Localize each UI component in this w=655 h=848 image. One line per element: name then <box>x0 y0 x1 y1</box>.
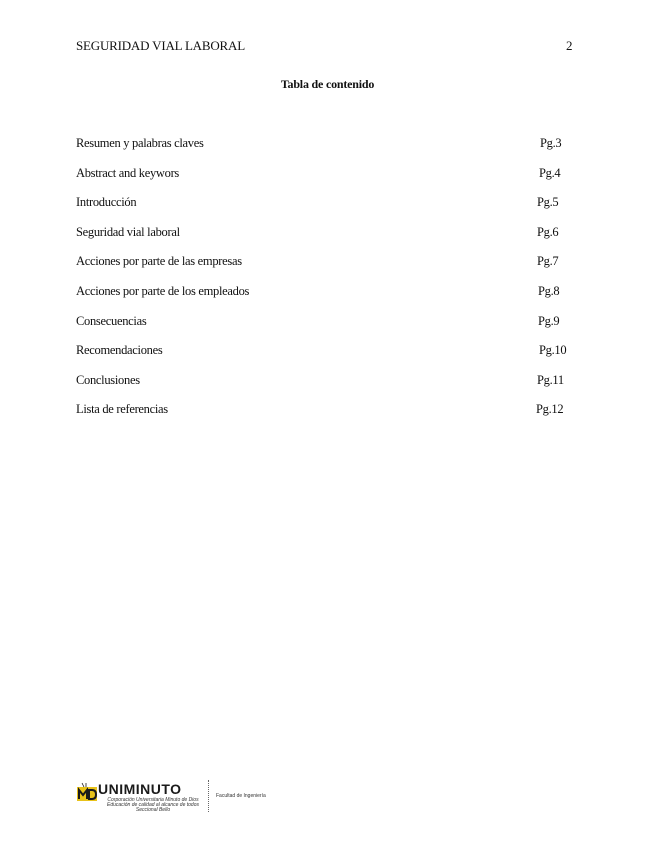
uniminuto-logo-mark-icon <box>76 782 98 804</box>
toc-entry-page: Pg.3 <box>540 136 562 150</box>
toc-entry <box>76 225 596 255</box>
toc-entry-label: Seguridad vial laboral <box>76 224 180 239</box>
toc-entry-page: Pg.7 <box>537 254 559 269</box>
toc-entry-page: Pg.9 <box>538 313 560 328</box>
toc-entry-label: Acciones por parte de las empresas <box>76 254 242 269</box>
toc-entry <box>76 402 596 432</box>
toc-entry-page: Pg.10 <box>539 343 567 358</box>
toc-entry-page: Pg.11 <box>537 372 564 387</box>
toc-entry-label: Introducción <box>76 195 137 210</box>
page-number: 2 <box>566 38 573 53</box>
toc-entry-label: Acciones por parte de los empleados <box>76 283 250 298</box>
logo-subtitle-line: Educación de calidad al alcance de todos <box>106 802 199 808</box>
toc-entry <box>76 284 596 314</box>
toc-entry-page: Pg.8 <box>538 283 560 298</box>
toc-entry <box>76 314 596 344</box>
logo-subtitle-line: Seccional Bello <box>135 807 171 813</box>
toc-entry-label: Conclusiones <box>76 372 140 387</box>
toc-entry-label: Lista de referencias <box>76 402 168 417</box>
running-header-title: SEGURIDAD VIAL LABORAL <box>76 38 245 53</box>
toc-entry-label: Abstract and keywors <box>76 165 179 180</box>
toc-entry-page: Pg.4 <box>539 165 561 180</box>
toc-entry-page: Pg.5 <box>537 195 559 210</box>
toc-list <box>76 136 596 432</box>
toc-title: Tabla de contenido <box>280 77 375 91</box>
toc-entry <box>76 166 596 196</box>
faculty-label: Facultad de Ingeniería <box>216 793 266 799</box>
logo-wordmark: UNIMINUTO <box>98 781 182 797</box>
toc-entry <box>76 343 596 373</box>
logo-subtitle-line: Corporación Universitaria Minuto de Dios <box>107 797 199 803</box>
toc-entry <box>76 254 596 284</box>
toc-entry <box>76 373 596 403</box>
toc-entry-label: Consecuencias <box>76 313 147 328</box>
footer-institution-logo <box>76 778 276 814</box>
toc-entry-page: Pg.6 <box>537 224 559 239</box>
toc-entry <box>76 136 596 166</box>
toc-entry-label: Resumen y palabras claves <box>76 136 204 150</box>
toc-entry <box>76 195 596 225</box>
toc-entry-label: Recomendaciones <box>76 343 163 358</box>
logo-divider <box>208 780 209 812</box>
toc-entry-page: Pg.12 <box>536 402 564 417</box>
